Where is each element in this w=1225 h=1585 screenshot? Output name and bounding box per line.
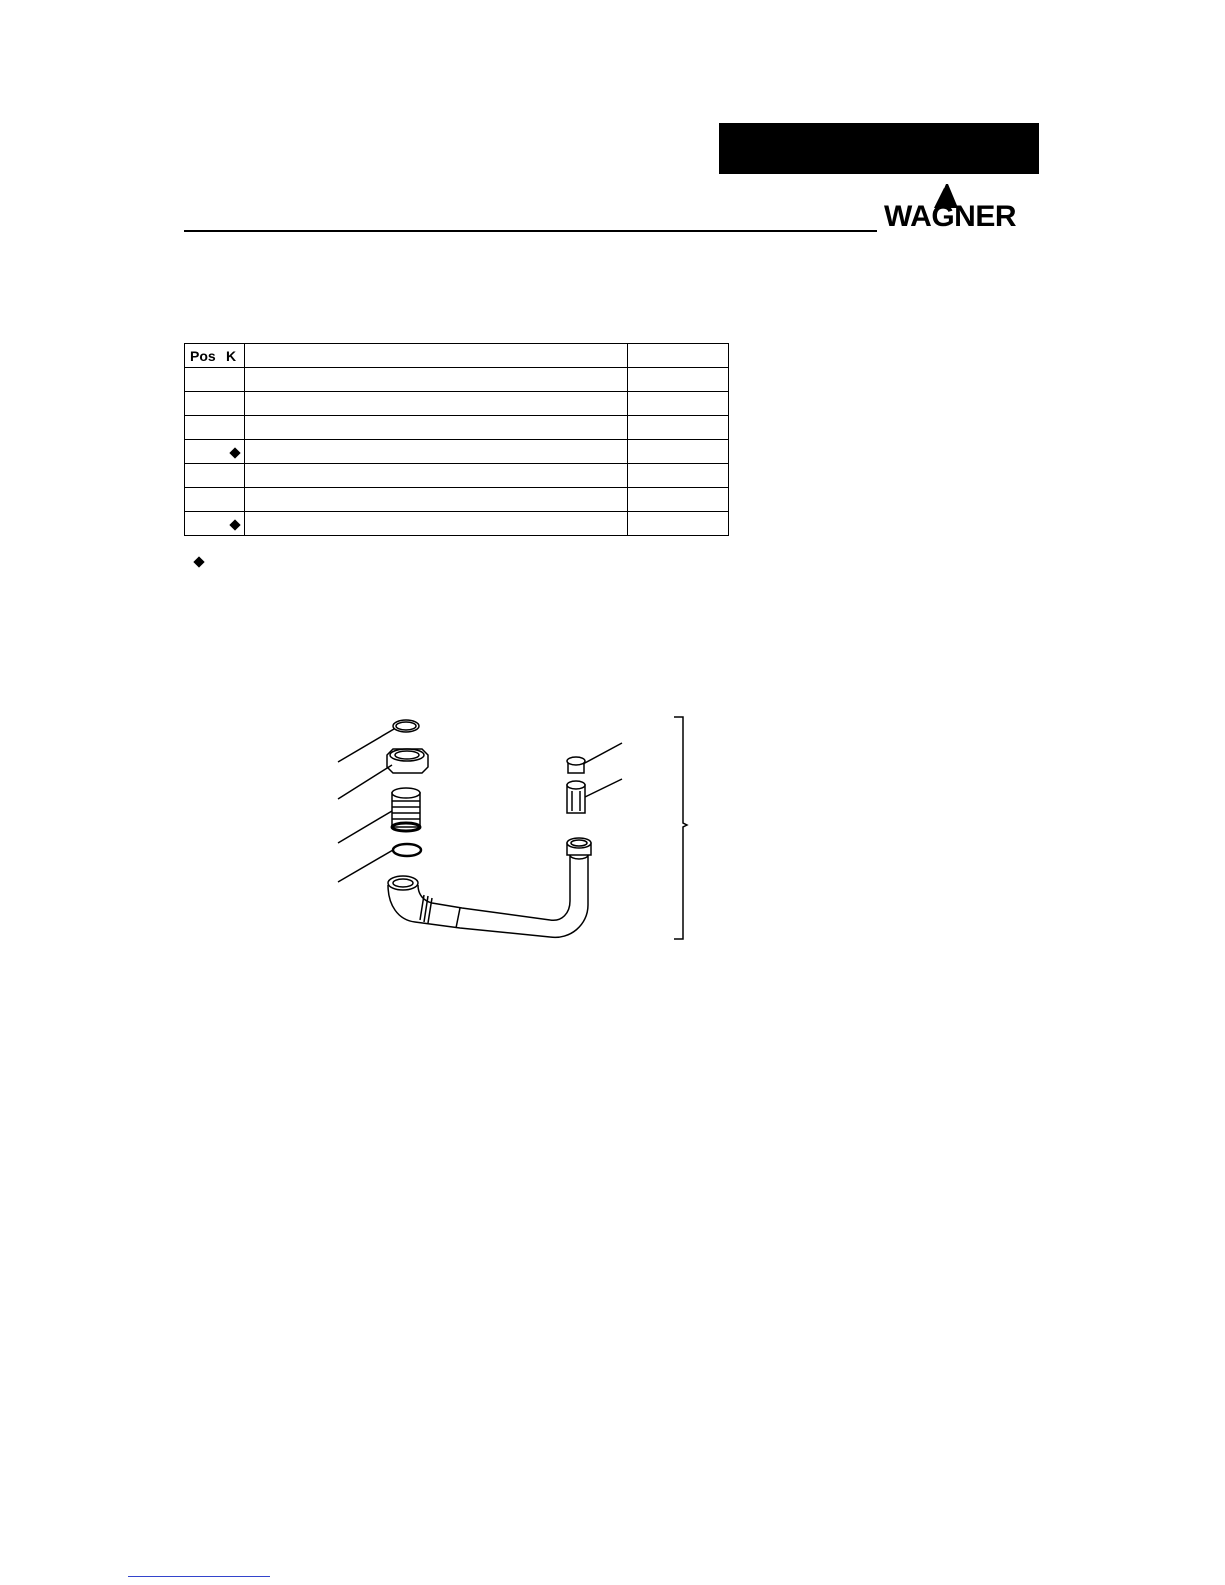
cell-description — [245, 440, 628, 464]
leader-line — [338, 765, 392, 799]
cell-order-no — [628, 368, 729, 392]
assembly-bracket — [674, 717, 687, 939]
cell-order-no — [628, 464, 729, 488]
col-header-pos: Pos — [185, 344, 227, 368]
cell-description — [245, 368, 628, 392]
cell-pos — [185, 416, 227, 440]
logo-wordmark: WAGNER — [884, 200, 1016, 233]
cell-order-no — [628, 416, 729, 440]
cell-k — [226, 488, 245, 512]
diamond-icon — [229, 447, 240, 458]
wagner-logo — [884, 182, 1040, 232]
leader-line — [338, 729, 394, 762]
cell-k — [226, 392, 245, 416]
suction-tube-drawing — [330, 715, 700, 955]
table-row — [185, 392, 729, 416]
cell-pos — [185, 464, 227, 488]
col-header-k: K — [226, 344, 245, 368]
cell-description — [245, 488, 628, 512]
cell-pos — [185, 392, 227, 416]
table-row — [185, 440, 729, 464]
cell-description — [245, 416, 628, 440]
wear-part-legend — [195, 553, 203, 571]
leader-line — [338, 811, 392, 843]
cell-description — [245, 392, 628, 416]
leader-line — [583, 743, 622, 764]
diamond-icon — [229, 519, 240, 530]
cell-k — [226, 368, 245, 392]
cell-k — [226, 512, 245, 536]
cell-order-no — [628, 440, 729, 464]
header-title-bar — [719, 123, 1039, 174]
cell-pos — [185, 368, 227, 392]
o-ring-bottom — [393, 844, 421, 856]
leader-line — [338, 850, 393, 882]
cell-order-no — [628, 512, 729, 536]
threaded-fitting — [392, 788, 420, 831]
cell-k — [226, 464, 245, 488]
parts-table — [184, 343, 729, 536]
cell-order-no — [628, 392, 729, 416]
table-header-row — [185, 344, 729, 368]
cell-pos — [185, 488, 227, 512]
table-row — [185, 464, 729, 488]
col-header-order-no — [628, 344, 729, 368]
table-row — [185, 368, 729, 392]
table-row — [185, 512, 729, 536]
cell-k — [226, 440, 245, 464]
filter-cap — [567, 757, 585, 773]
col-header-description — [245, 344, 628, 368]
cell-pos — [185, 512, 227, 536]
footer-link-underline[interactable] — [128, 1576, 270, 1577]
table-row — [185, 488, 729, 512]
cell-description — [245, 464, 628, 488]
filter-insert — [567, 781, 585, 813]
cell-k — [226, 416, 245, 440]
cell-pos — [185, 440, 227, 464]
leader-line — [585, 779, 622, 797]
cell-description — [245, 512, 628, 536]
header-rule — [184, 230, 877, 232]
table-row — [185, 416, 729, 440]
cell-order-no — [628, 488, 729, 512]
diamond-icon — [193, 556, 204, 567]
